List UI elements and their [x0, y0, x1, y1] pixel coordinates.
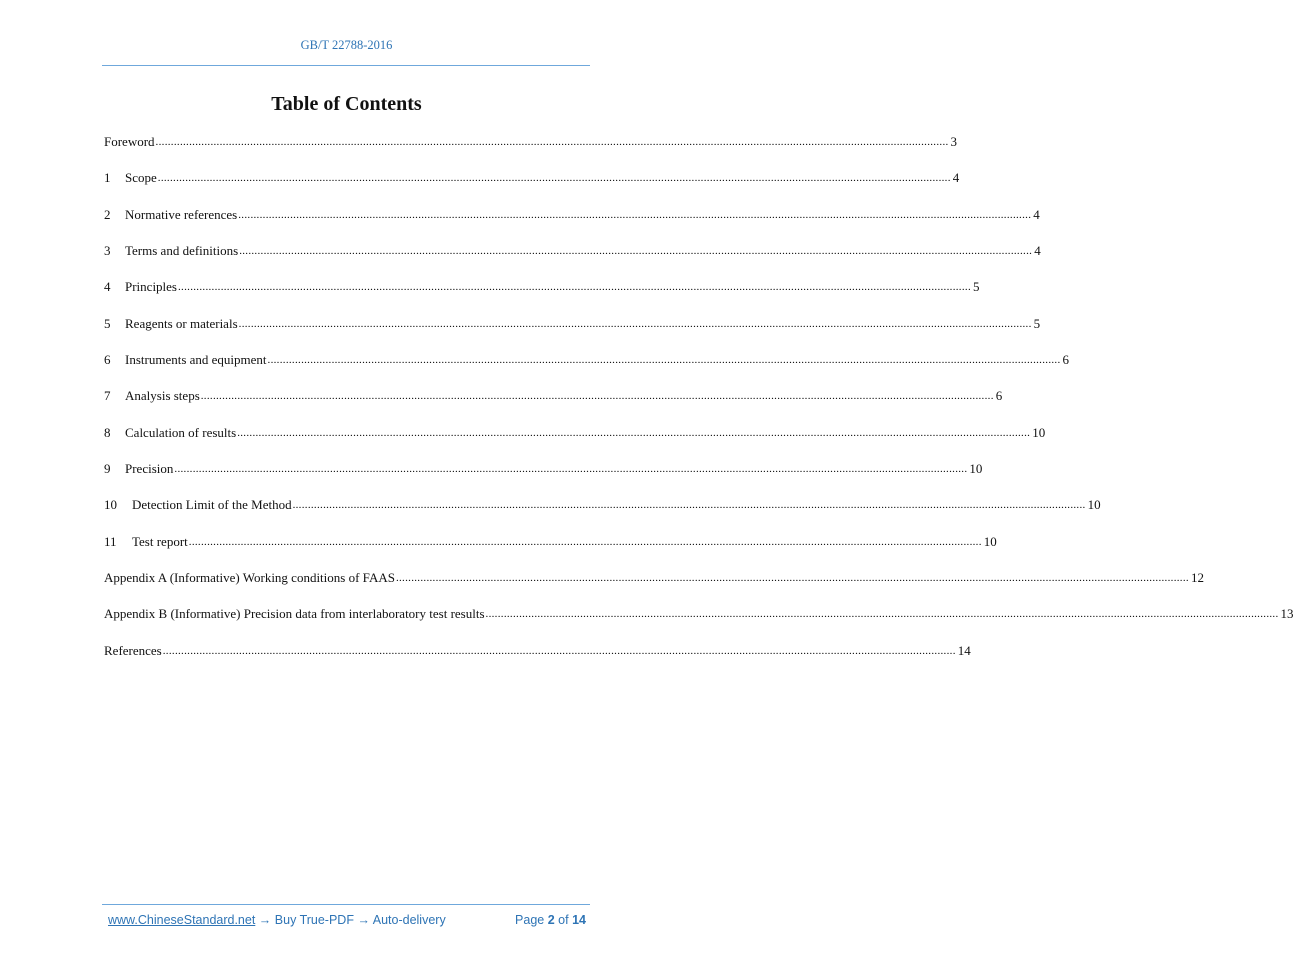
- toc-dot-leader: ....................................................................................................................................................................................................................................................................: [155, 136, 949, 148]
- toc-entry[interactable]: [104, 168, 960, 204]
- toc-entry-title: Analysis steps: [125, 388, 200, 404]
- page-total: 14: [572, 913, 586, 927]
- toc-dot-leader: ....................................................................................................................................................................................................................................................................: [292, 499, 1086, 512]
- toc-entry-title: Normative references: [125, 206, 238, 222]
- toc-entry-title: Principles: [125, 279, 177, 295]
- toc-entry[interactable]: [104, 568, 1204, 604]
- toc-entry-page: 10: [1032, 424, 1046, 440]
- toc-entry-title: References: [104, 642, 162, 658]
- toc-entry-page: 6: [995, 388, 1003, 404]
- toc-entry-title: Precision: [125, 461, 174, 477]
- chinesestandard-link[interactable]: www.ChineseStandard.net: [108, 913, 256, 927]
- toc-dot-leader: ....................................................................................................................................................................................................................................................................: [485, 608, 1279, 621]
- auto-delivery-text: Auto-delivery: [372, 913, 446, 927]
- toc-entry[interactable]: [104, 495, 1101, 531]
- toc-entry-number: 11: [104, 533, 117, 549]
- toc-entry-title: Terms and definitions: [125, 243, 239, 259]
- toc-entry-number: 10: [104, 497, 117, 513]
- toc-entry-page: 4: [1034, 243, 1041, 259]
- toc-entry-number: 3: [104, 243, 111, 259]
- toc-entry-page: 5: [1033, 315, 1041, 331]
- toc-entry-number: 7: [104, 388, 111, 404]
- toc-entry-title: Calculation of results: [125, 424, 237, 440]
- toc-entry[interactable]: [104, 314, 1041, 350]
- toc-entry[interactable]: [104, 604, 1294, 640]
- toc-title: Table of Contents: [271, 93, 422, 115]
- toc-entry[interactable]: [104, 641, 971, 677]
- toc-entry-title: Detection Limit of the Method: [132, 497, 292, 513]
- toc-entry[interactable]: [104, 423, 1046, 459]
- toc-entry-number: 4: [104, 279, 111, 295]
- toc-entry-page: 4: [952, 170, 960, 186]
- toc-dot-leader: ....................................................................................................................................................................................................................................................................: [174, 463, 968, 476]
- buy-true-pdf-text: Buy True-PDF: [274, 913, 354, 927]
- toc-entry-title: Scope: [125, 170, 157, 186]
- toc-list: [104, 132, 1294, 677]
- toc-entry-page: 12: [1190, 570, 1204, 586]
- toc-dot-leader: ....................................................................................................................................................................................................................................................................: [395, 572, 1189, 585]
- page-of-label: of: [558, 913, 569, 927]
- toc-entry-page: 14: [957, 642, 971, 658]
- footer: [108, 913, 588, 927]
- toc-entry-page: 10: [1087, 497, 1101, 513]
- toc-dot-leader: ....................................................................................................................................................................................................................................................................: [200, 390, 994, 403]
- toc-entry[interactable]: [104, 132, 958, 168]
- toc-entry-page: 4: [1033, 206, 1040, 222]
- toc-entry-title: Appendix A (Informative) Working conditions of FAAS: [104, 570, 395, 586]
- toc-entry-page: 13: [1280, 606, 1294, 622]
- toc-dot-leader: ....................................................................................................................................................................................................................................................................: [188, 535, 982, 548]
- toc-entry-number: 9: [104, 461, 111, 477]
- toc-dot-leader: ....................................................................................................................................................................................................................................................................: [162, 644, 956, 657]
- toc-entry[interactable]: [104, 241, 1041, 277]
- toc-entry-number: 1: [104, 170, 111, 186]
- toc-entry-title: Appendix B (Informative) Precision data from interlaboratory test results: [104, 606, 485, 622]
- toc-dot-leader: ....................................................................................................................................................................................................................................................................: [178, 281, 971, 294]
- toc-entry-page: 5: [973, 279, 980, 295]
- toc-entry-number: 6: [104, 352, 111, 368]
- page-current: 2: [547, 913, 555, 927]
- toc-dot-leader: ....................................................................................................................................................................................................................................................................: [238, 317, 1032, 330]
- toc-dot-leader: ....................................................................................................................................................................................................................................................................: [238, 208, 1032, 221]
- toc-entry-title: Instruments and equipment: [125, 352, 267, 368]
- toc-entry-number: 5: [104, 315, 111, 331]
- toc-entry[interactable]: [104, 532, 997, 568]
- toc-entry[interactable]: [104, 277, 980, 313]
- toc-entry[interactable]: [104, 459, 983, 495]
- toc-entry-title: Reagents or materials: [125, 315, 238, 331]
- arrow-icon: →: [357, 913, 370, 927]
- toc-dot-leader: ....................................................................................................................................................................................................................................................................: [239, 245, 1033, 258]
- toc-entry-title: Test report: [132, 533, 188, 549]
- toc-entry-page: 10: [983, 533, 997, 549]
- toc-entry[interactable]: [104, 386, 1003, 422]
- toc-dot-leader: ....................................................................................................................................................................................................................................................................: [267, 354, 1061, 367]
- toc-entry-title: Foreword: [104, 134, 155, 149]
- footer-divider: [102, 904, 590, 905]
- toc-entry-page: 3: [950, 134, 958, 149]
- toc-entry-page: 6: [1062, 352, 1070, 368]
- toc-entry-number: 2: [104, 206, 111, 222]
- page-label: Page: [515, 913, 545, 927]
- arrow-icon: →: [258, 913, 272, 927]
- document-code-header: GB/T 22788-2016: [300, 38, 393, 52]
- header-divider: [102, 65, 590, 66]
- toc-dot-leader: ....................................................................................................................................................................................................................................................................: [237, 426, 1031, 439]
- toc-entry-page: 10: [969, 461, 983, 477]
- page-indicator: [515, 913, 586, 927]
- toc-dot-leader: ....................................................................................................................................................................................................................................................................: [157, 172, 951, 185]
- toc-entry[interactable]: [104, 350, 1070, 386]
- toc-entry-number: 8: [104, 424, 111, 440]
- toc-entry[interactable]: [104, 205, 1040, 241]
